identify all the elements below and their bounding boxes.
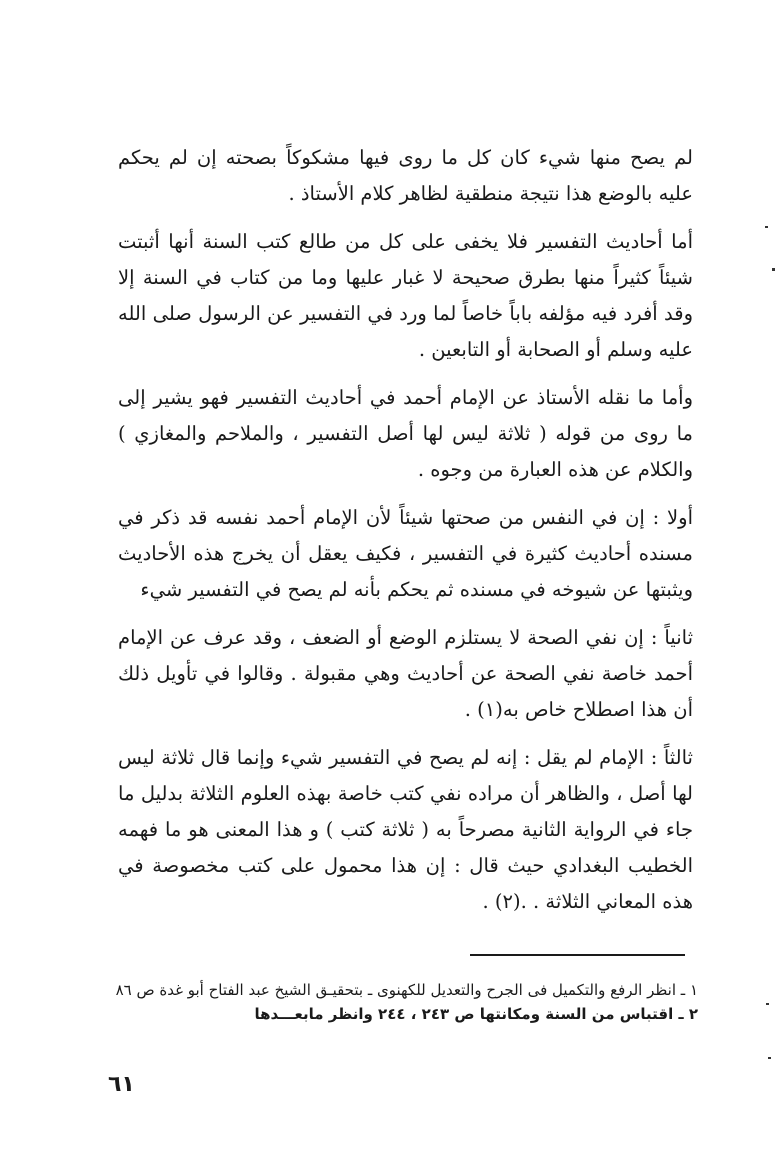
footnote-separator <box>470 954 685 956</box>
footnote: ٢ ـ اقتباس من السنة ومكانتها ص ٢٤٣ ، ٢٤٤ وانظر مابعـــدها <box>254 1005 698 1023</box>
paragraph: وأما ما نقله الأستاذ عن الإمام أحمد في أحاديث التفسير فهو يشير إلى ما روى من قوله ( ثلاثة ليس لها أصل التفسير ، والملاحم والمغازي ) والكلام عن هذه العبارة من وجوه . <box>118 386 693 481</box>
footnotes <box>100 978 698 1026</box>
paragraph: ثالثاً : الإمام لم يقل : إنه لم يصح في التفسير شيء وإنما قال ثلاثة ليس لها أصل ، والظاهر أن مراده نفي كتب خاصة بهذه العلوم الثلاثة بدليل ما جاء في الرواية الثانية مصرحاً به ( ثلاثة كتب ) و هذا المعنى هو ما فهمه الخطيب البغدادي حيث قال : إن هذا محمول على كتب مخصوصة في هذه المعاني الثلاثة . .(٢) . <box>118 746 693 913</box>
body-text <box>118 140 693 932</box>
paragraph: أما أحاديث التفسير فلا يخفى على كل من طالع كتب السنة أنها أثبتت شيئاً كثيراً منها بطرق صحيحة لا غبار عليها وما من كتاب في السنة إلا وقد أفرد فيه مؤلفه باباً خاصاً لما ورد في التفسير عن الرسول صلى الله عليه وسلم أو الصحابة أو التابعين . <box>118 230 693 361</box>
scan-speck <box>765 226 768 228</box>
footnote: ١ ـ انظر الرفع والتكميل فى الجرح والتعديل للكهنوى ـ بتحقيـق الشيخ عبد الفتاح أبو غدة ص ٨٦ <box>115 981 698 999</box>
paragraph: ثانياً : إن نفي الصحة لا يستلزم الوضع أو الضعف ، وقد عرف عن الإمام أحمد خاصة نفي الصحة عن أحاديث وهي مقبولة . وقالوا في تأويل ذلك أن هذا اصطلاح خاص به(١) . <box>118 626 693 721</box>
paragraph: أولا : إن في النفس من صحتها شيئاً لأن الإمام أحمد نفسه قد ذكر في مسنده أحاديث كثيرة في التفسير ، فكيف يعقل أن يخرج هذه الأحاديث ويثبتها عن شيوخه في مسنده ثم يحكم بأنه لم يصح في التفسير شيء <box>118 506 693 601</box>
paragraph: لم يصح منها شيء كان كل ما روى فيها مشكوكاً بصحته إن لم يحكم عليه بالوضع هذا نتيجة منطقية لظاهر كلام الأستاذ . <box>118 146 693 205</box>
page-number: ٦١ <box>108 1072 135 1097</box>
scan-speck <box>772 268 775 271</box>
scan-speck <box>768 1057 771 1059</box>
scan-speck <box>766 1003 769 1005</box>
